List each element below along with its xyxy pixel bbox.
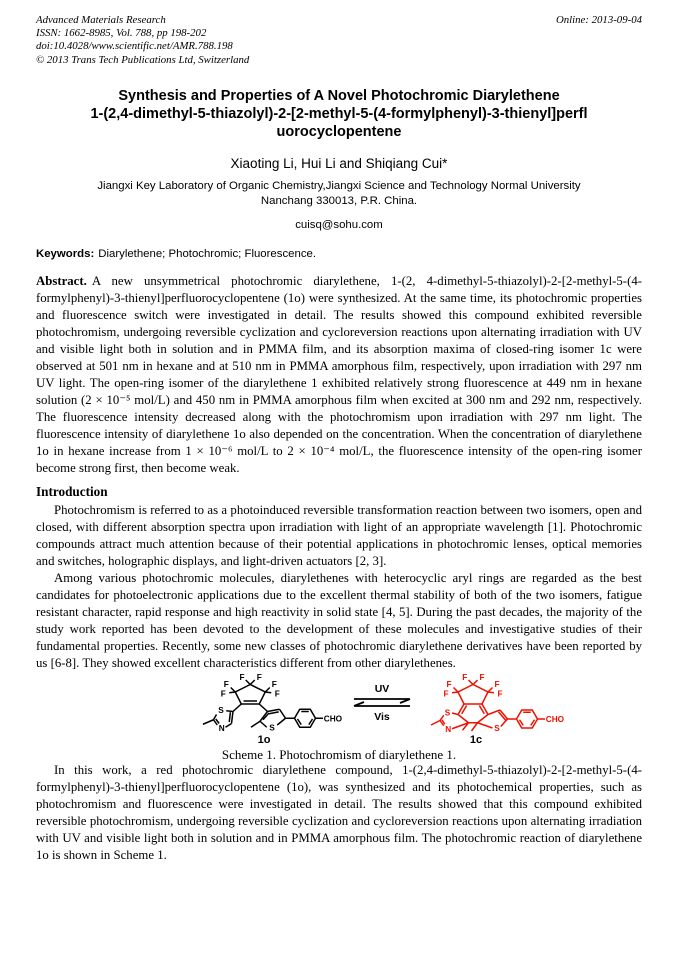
fluorine-bonds (229, 680, 271, 693)
fluorine-bonds (452, 680, 494, 693)
online-date: Online: 2013-09-04 (555, 14, 642, 26)
journal-header-left (36, 14, 249, 67)
journal-copyright: © 2013 Trans Tech Publications Ltd, Switzerland (36, 53, 250, 66)
fluorine-atom-label: F (462, 672, 468, 682)
sulfur-atom-label: S (218, 705, 224, 715)
paper-title-line-2: 1-(2,4-dimethyl-5-thiazolyl)-2-[2-methyl-5-(4-formylphenyl)-3-thienyl]perfl (90, 105, 588, 122)
open-isomer-label: 1o (257, 733, 271, 746)
fluorine-atom-label: F (494, 679, 500, 689)
molecule-closed-isomer-structure (431, 673, 565, 734)
equilibrium-arrows (354, 683, 410, 723)
abstract-paragraph (36, 273, 642, 477)
fluorine-atom-label: F (271, 679, 277, 689)
journal-header (36, 14, 642, 67)
abstract-label: Abstract. (36, 273, 87, 288)
introduction-paragraph-1: Photochromism is referred to as a photoinduced reversible transformation reaction between two isomers, open and closed, with different absorption spectra upon irradiation with light of an appropriate wavelength [1]. Photochromic compounds attract much attention because of their potential applications in photochromic lenses, optical memories and switches, holographic displays, and light-driven actuators [2, 3]. (36, 502, 642, 568)
fluorine-atom-label: F (446, 679, 452, 689)
fluorine-atom-label: F (497, 689, 503, 699)
photochromism-scheme-drawing (36, 673, 656, 747)
section-heading-introduction: Introduction (36, 483, 108, 499)
fluorine-atom-label: F (223, 679, 229, 689)
paper-title-line-1: Synthesis and Properties of A Novel Photochromic Diarylethene (118, 87, 560, 104)
cyclopentane-ring (458, 684, 488, 704)
keywords-text: Diarylethene; Photochromic; Fluorescence. (98, 247, 317, 260)
fluorine-atom-label: F (256, 672, 262, 682)
affiliation (36, 179, 642, 209)
cho-group-label: CHO (545, 714, 565, 724)
forward-reverse-arrows (354, 699, 410, 706)
journal-name: Advanced Materials Research (36, 14, 166, 26)
fluorine-atom-label: F (274, 689, 280, 699)
introduction-paragraph-2: Among various photochromic molecules, diarylethenes with heterocyclic aryl rings are regarded as the best candidates for photoelectronic applications due to the excellent thermal stability of both of the two isomers, fatigue resistant character, rapid response and high reactivity in solid state [4, 5]. During the past decades, the majority of the study work reported has been devoted to the development of these molecules and investigative studies of their fundamental properties. Recently, some new classes of photochromic diarylethene derivatives have been reported by us [6-8]. They showed excellent characteristics different from other diarylethenes. (36, 570, 642, 670)
paper-title-line-3: uorocyclopentene (276, 123, 402, 140)
authors-line: Xiaoting Li, Hui Li and Shiqiang Cui* (230, 155, 448, 171)
nitrogen-atom-label: N (218, 723, 225, 733)
affiliation-line-1: Jiangxi Key Laboratory of Organic Chemistry,Jiangxi Science and Technology Normal University (97, 179, 581, 192)
scheme-1-figure (36, 673, 642, 762)
thiophene-ring (251, 704, 286, 727)
closed-isomer-label: 1c (469, 733, 483, 746)
uv-label: UV (374, 682, 390, 695)
affiliation-line-2: Nanchang 330013, P.R. China. (260, 194, 418, 207)
central-cyclohexadiene-ring (458, 704, 488, 731)
sulfur-atom-label: S (444, 708, 451, 718)
fluorine-atom-label: F (479, 672, 485, 682)
sulfur-atom-label: S (494, 723, 500, 733)
abstract-text: A new unsymmetrical photochromic diarylethene, 1-(2, 4-dimethyl-5-thiazolyl)-2-[2-methyl-5-(4-formylphenyl)-3-thienyl]perfluorocyclopentene (1o) were synthesized. At the same time, its photochromic properties and fluorescence switch were investigated in detail. The results showed this compound exhibited reversible photochromism, undergoing reversible cyclization and cycloreversion reactions upon alternating irradiation with UV and visible light both in solution and in PMMA film, and its absorption maxima of closed-ring isomer 1c were observed at 501 nm in hexane and at 510 nm in PMMA amorphous film, respectively, upon irradiation with 297 nm UV light. The open-ring isomer of the diarylethene 1 exhibited relatively strong fluorescence at 449 nm in hexane solution (2 × 10⁻⁵ mol/L) and 450 nm in PMMA amorphous film when excited at 300 nm and 292 nm, respectively. The fluorescence intensity decreased along with the photochromism upon irradiation with 297 nm light. The fluorescence intensity of diarylethene 1o also depended on the concentration. When the concentration of diarylethene 1o in hexane increase from 1 × 10⁻⁶ mol/L to 2 × 10⁻⁴ mol/L, the fluorescence intensity of the open-ring isomer become strong first, then become weak. (36, 273, 642, 475)
scheme-caption: Scheme 1. Photochromism of diarylethene 1. (221, 746, 457, 762)
fluorine-atom-label: F (443, 689, 449, 699)
fluorine-atom-label: F (220, 689, 226, 699)
benzene-ring (508, 710, 546, 728)
cho-group-label: CHO (323, 714, 343, 724)
journal-issn-volume: ISSN: 1662-8985, Vol. 788, pp 198-202 (36, 27, 207, 40)
fluorine-atom-label: F (239, 672, 245, 682)
keywords-line (36, 247, 642, 261)
sulfur-atom-label: S (269, 723, 275, 733)
keywords-label: Keywords: (36, 247, 95, 260)
vis-label: Vis (374, 710, 390, 723)
introduction-paragraph-3: In this work, a red photochromic diarylethene compound, 1-(2,4-dimethyl-5-thiazolyl)-2-[2-methyl-5-(4-formylphenyl)-3-thienyl]perfluorocyclopentene (1o), was synthesized and its photochemical properties, such as photochromism and fluorescence were investigated in detail. The results showed that this compound exhibited reversible photochromism, undergoing reversible cyclization and cycloreversion reactions upon alternating irradiation with UV and visible light both in solution and in PMMA amorphous film. The photochromic reaction of diarylethene 1o is shown in Scheme 1. (36, 762, 642, 862)
journal-doi: doi:10.4028/www.scientific.net/AMR.788.198 (36, 40, 233, 53)
nitrogen-atom-label: N (445, 724, 452, 734)
benzene-ring (286, 709, 324, 727)
paper-title (36, 87, 642, 141)
molecule-open-isomer-structure (203, 673, 343, 733)
contact-email: cuisq@sohu.com (295, 218, 383, 231)
